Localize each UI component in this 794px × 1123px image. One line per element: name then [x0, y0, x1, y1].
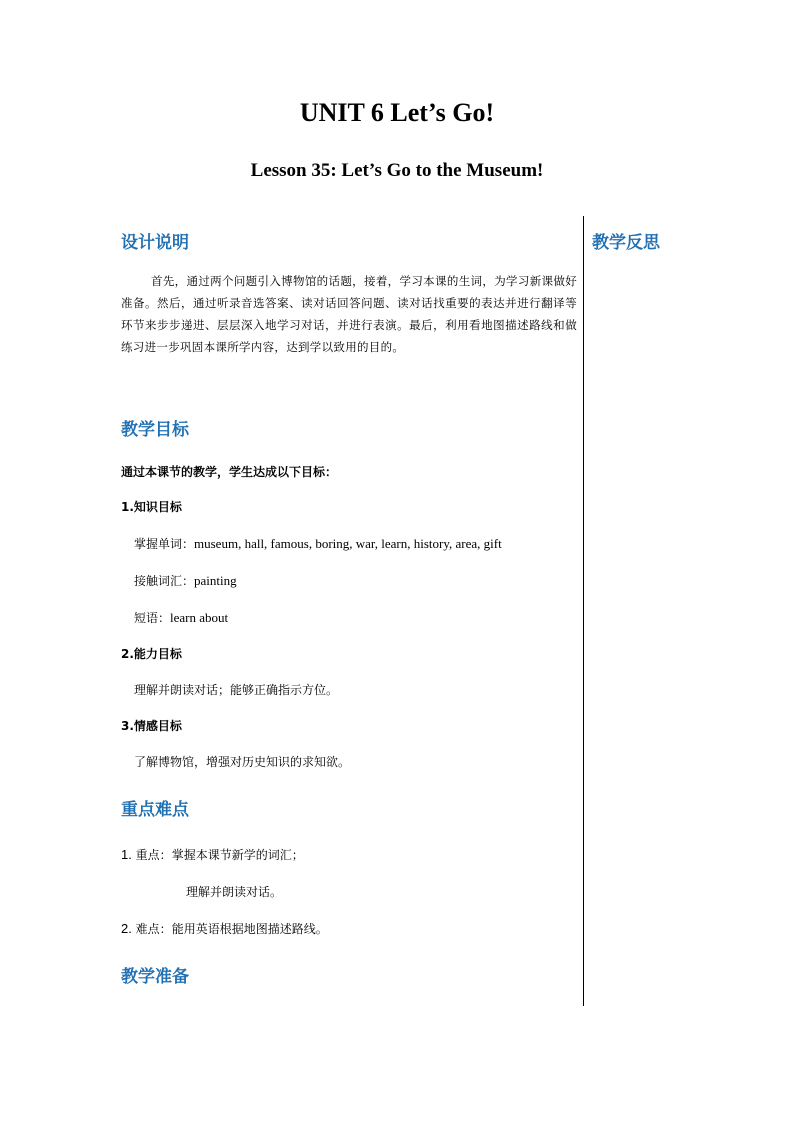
ability-text: 理解并朗读对话；能够正确指示方位。	[134, 683, 339, 697]
objectives-intro: 通过本课节的教学，学生达成以下目标：	[121, 465, 338, 479]
column-divider	[583, 216, 584, 1006]
key-point-2-label: 难点：	[135, 922, 172, 936]
contact-words-label: 接触词汇：	[134, 574, 195, 588]
design-paragraph: 首先，通过两个问题引入博物馆的话题，接着，学习本课的生词，为学习新课做好准备。然后，通过听录音选答案、读对话回答问题、读对话找重要的表达并进行翻译等环节来步步递进、层层深入地学习对话，并进行表演。最后，利用看地图描述路线和做练习进一步巩固本课所学内容，达到学以致用的目的。	[121, 274, 577, 354]
contact-words-value: painting	[194, 573, 237, 588]
master-words-value: museum, hall, famous, boring, war, learn, history, area, gift	[194, 536, 502, 551]
key-point-1-number: 1.	[121, 847, 132, 862]
phrase-label: 短语：	[134, 611, 171, 625]
emotion-title: 3.情感目标	[121, 719, 182, 733]
preparation-heading: 教学准备	[121, 967, 189, 987]
knowledge-title: 1.知识目标	[121, 500, 182, 514]
key-point-1-label: 重点：	[135, 848, 172, 862]
master-words-line	[134, 535, 502, 552]
contact-words-line	[134, 572, 237, 589]
unit-title: UNIT 6 Let’s Go!	[299, 98, 495, 127]
emotion-text: 了解博物馆，增强对历史知识的求知欲。	[134, 755, 351, 769]
key-point-2-number: 2.	[121, 921, 132, 936]
key-point-item-1	[121, 846, 304, 863]
phrase-value: learn about	[170, 610, 229, 625]
master-words-label: 掌握单词：	[134, 537, 195, 551]
key-point-2-text: 能用英语根据地图描述路线。	[171, 922, 328, 936]
phrase-line	[134, 609, 228, 626]
objectives-heading: 教学目标	[121, 420, 189, 440]
ability-title: 2.能力目标	[121, 647, 182, 661]
lesson-title: Lesson 35: Let’s Go to the Museum!	[250, 160, 544, 181]
reflection-heading: 教学反思	[592, 233, 660, 253]
key-points-heading: 重点难点	[121, 800, 189, 820]
design-heading: 设计说明	[121, 233, 189, 253]
key-point-1-continued: 理解并朗读对话。	[186, 885, 283, 899]
key-point-1-text: 掌握本课节新学的词汇；	[171, 848, 304, 862]
key-point-item-2	[121, 920, 328, 937]
